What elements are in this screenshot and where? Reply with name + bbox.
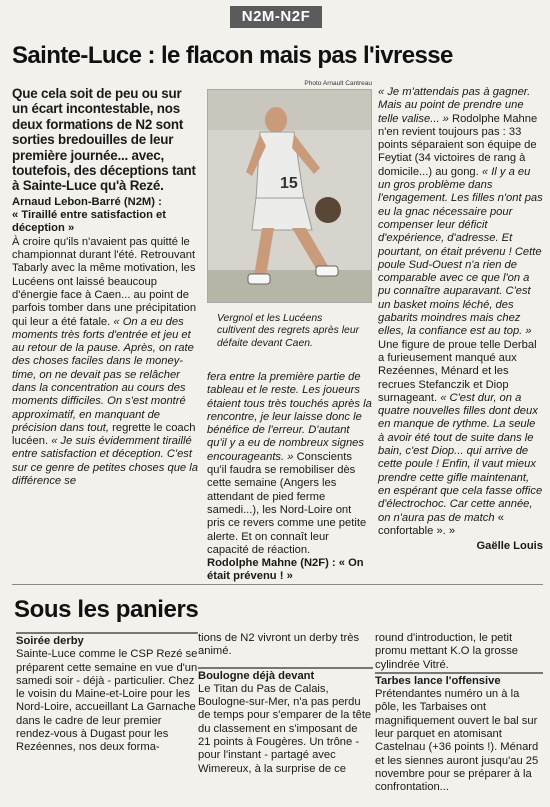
article-headline: Sainte-Luce : le flacon mais pas l'ivresse (12, 42, 453, 69)
article-column-right (378, 86, 543, 553)
article-lead: Que cela soit de peu ou sur un écart incontestable, nos deux formations de N2 sont sorties bredouilles de leur première journée... avec, toutefois, des déceptions tant à Sainte-Luce qu'à Rezé. (12, 86, 196, 194)
paragraph: « Je m'attendais pas à gagner. Mais au point de prendre une telle valise... » Rodolphe Mahne n'en revient toujours pas : 33 points séparaient son équipe de Feytiat (34 victoires de rang à domicile...) au gong. « Il y a eu un gros problème dans l'engagement. Les filles n'ont pas eu la gnac nécessaire pour compenser leur déficit d'expérience, d'adresse. Et pourtant, on était prévenu ! Cette poule Sud-Ouest n'a rien de comparable avec ce que l'on a pu connaître auparavant. C'est un basket moins léché, des gabarits moindres mais chez elles, la confiance est au top. » (378, 86, 543, 338)
interview-subhead: « Tiraillé entre satisfaction et déception » (12, 209, 166, 235)
article-column-left (12, 86, 198, 488)
brief-subhead: Tarbes lance l'offensive (375, 672, 543, 688)
photo-credit: Photo Arnault Cantreau (304, 80, 372, 87)
brief-subhead: Soirée derby (16, 632, 198, 648)
quote: « C'est dur, on a quatre nouvelles filles dont deux en manque de rythme. La seule à avoir été tout de suite dans le bain, c'est Diop... qui arrive de cette poule ! Enfin, il vaut mieux prendre cette gifle maintenant, en espérant que cela fasse office d'électrochoc. Car cette année, on n'aura pas de match (378, 391, 543, 524)
paragraph: À croire qu'ils n'avaient pas quitté le championnat durant l'été. Retrouvant Tabarly avec la même motivation, les Lucéens ont laissé beaucoup d'énergie face à Caen... au point de parfois tomber dans une précipitation qui leur a été fatale. « On a eu des moments très forts d'entrée et jeu et au retour de la pause. Après, on rate des choses faciles dans le money-time, on ne devait pas se relâcher dans la concentration au cours des moments difficiles. On s'est montré approximatif, en manquant de précision dans tout, regrette le coach lucéen. « Je suis évidemment tiraillé entre satisfaction et déception. C'est sur ce genre de petites choses que la différence se (12, 235, 198, 488)
brief-subhead: Boulogne déjà devant (198, 667, 373, 683)
quote: « Je m'attendais pas à gagner. Mais au point de prendre une telle valise... » (378, 86, 531, 125)
paragraph: Une figure de proue telle Derbal a furieusement manqué aux Rezéennes, Ménard et les recrues Stefanczik et Diop surnageant. « C'est dur, on a quatre nouvelles filles dont deux en manque de rythme. La seule à avoir été tout de suite dans le bain, c'est Diop... qui arrive de cette poule ! Enfin, il vaut mieux prendre cette gifle maintenant, en espérant que cela fasse office d'électrochoc. Car cette année, on n'aura pas de match « confortable ». » (378, 338, 543, 537)
brief-column-1 (16, 632, 198, 755)
author-signature: Gaëlle Louis (476, 540, 543, 553)
paragraph: fera entre la première partie de tableau et le reste. Les joueurs étaient tous très touchés après la rencontre, je leur laisse donc le bénéfice de l'erreur. D'autant qu'il y a eu de nombreux signes encourageants. » Conscients qu'il faudra se remobiliser dès cette semaine (Angers les attendant de pied ferme samedi...), les Nord-Loire ont pris ce revers comme une petite alerte. Et on connaît leur capacité de réaction. (207, 371, 372, 556)
brief-text: tions de N2 vivront un derby très animé. (198, 632, 360, 658)
brief-text: Sainte-Luce comme le CSP Rezé se préparent cette semaine en vue d'un samedi soir - déjà - particulier. Chez le voisin du Maine-et-Loire pour les Nord-Loire, accueillant La Garnache dans le cadre de leur premier rendez-vous à Dugast pour les Rezéennes, nos deux forma- (16, 648, 198, 754)
basketball-player-photo (207, 89, 372, 303)
interview-byline: Rodolphe Mahne (N2F) : « On était prévenu ! » (207, 557, 364, 583)
section-divider (12, 584, 543, 585)
interview-byline: Arnaud Lebon-Barré (N2M) : (12, 195, 162, 208)
brief-text: Prétendantes numéro un à la pôle, les Tarbaises ont magnifiquement ouvert le bal sur leur parquet en atomisant Castelnau (+36 points !). Ménard et les siennes auront jusqu'au 25 novembre pour se préparer à la confrontation... (375, 688, 539, 794)
article-photo-block (207, 80, 372, 350)
section-title: Sous les paniers (14, 596, 199, 623)
quote: fera entre la première partie de tableau et le reste. Les joueurs étaient tous très touchés après la rencontre, je leur laisse donc le bénéfice de l'erreur. D'autant qu'il y a eu de nombreux signes encourageants. » (207, 371, 372, 463)
quote: « Je suis évidemment tiraillé entre satisfaction et déception. C'est sur ce genre de petites choses que la différence se (12, 435, 198, 488)
article-column-middle (207, 371, 372, 584)
player-illustration (208, 90, 372, 303)
jersey-number: 15 (280, 175, 298, 192)
section-rubric: N2M-N2F (230, 6, 322, 28)
brief-column-2 (198, 632, 373, 776)
brief-text: round d'introduction, le petit promu mettant K.O la grosse cylindrée Vitré. (375, 632, 519, 671)
brief-text: Le Titan du Pas de Calais, Boulogne-sur-Mer, n'a pas perdu de temps pour s'emparer de la tête du classement en s'imposant de 21 points à Fougères. Un trône - pour l'instant - partagé avec Wimereux, à la surprise de ce (198, 682, 372, 775)
photo-caption: Vergnol et les Lucéens cultivent des regrets après leur défaite devant Caen. (217, 313, 360, 349)
brief-column-3 (375, 632, 543, 795)
quote: « On a eu des moments très forts d'entrée et jeu et au retour de la pause. Après, on rate des choses faciles dans le money-time, on ne devait pas se relâcher dans la concentration au cours des moments difficiles. On s'est montré approximatif, en manquant de précision dans tout, (12, 315, 194, 434)
quote: « Il y a eu un gros problème dans l'engagement. Les filles n'ont pas eu la gnac nécessaire pour compenser leur déficit d'expérience, d'adresse. Et pourtant, on était prévenu ! Cette poule Sud-Ouest n'a rien de comparable avec ce que l'on a pu connaître auparavant. C'est un basket moins léché, des gabarits moindres mais chez elles, la confiance est au top. » (378, 165, 543, 338)
